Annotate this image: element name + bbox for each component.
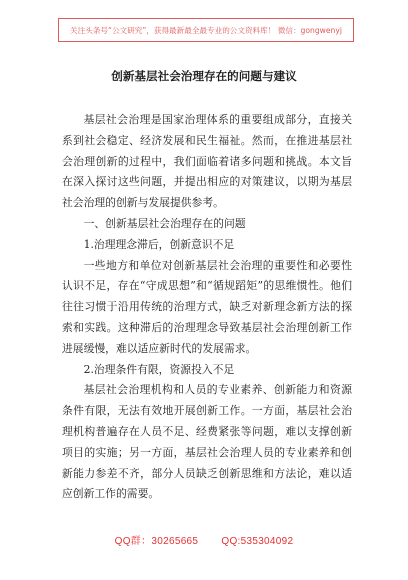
document-title: 创新基层社会治理存在的问题与建议 (111, 69, 297, 83)
document-body (62, 110, 352, 505)
header-notice-box (58, 18, 354, 42)
body-paragraph-1: 一些地方和单位对创新基层社会治理的重要性和必要性认识不足，存在“守成思想”和“循规蹈矩”的思维惯性。他们往往习惯于沿用传统的治理方式，缺乏对新理念新方法的探索和实践。这种滞后的治理理念导致基层社会治理创新工作进展缓慢，难以适应新时代的发展需求。 (62, 258, 352, 355)
body-paragraph-2: 基层社会治理机构和人员的专业素养、创新能力和资源条件有限，无法有效地开展创新工作。一方面，基层社会治理机构普遍存在人员不足、经费紧张等问题，难以支撑创新项目的实施；另一方面，基层社会治理人员的专业素养和创新能力参差不齐，部分人员缺乏创新思维和方法论，难以适应创新工作的需要。 (62, 383, 352, 501)
footer-contact (0, 532, 408, 547)
subheading-2: 2.治理条件有限，资源投入不足 (83, 362, 235, 376)
section-heading: 一、创新基层社会治理存在的问题 (83, 216, 246, 230)
subheading-1: 1.治理理念滞后，创新意识不足 (83, 237, 235, 251)
footer-qq-group: QQ群：30265665 (114, 536, 199, 547)
header-notice-text: 关注头条号“公文研究”，获得最新最全最专业的公文资料库！ 微信：gongwenyj (70, 25, 342, 35)
intro-paragraph: 基层社会治理是国家治理体系的重要组成部分，直接关系到社会稳定、经济发展和民生福祉。然而，在推进基层社会治理创新的过程中，我们面临着诸多问题和挑战。本文旨在深入探讨这些问题，并提出相应的对策建议，以期为基层社会治理的创新与发展提供参考。 (62, 113, 352, 210)
footer-qq-number: QQ:535304092 (221, 536, 294, 547)
